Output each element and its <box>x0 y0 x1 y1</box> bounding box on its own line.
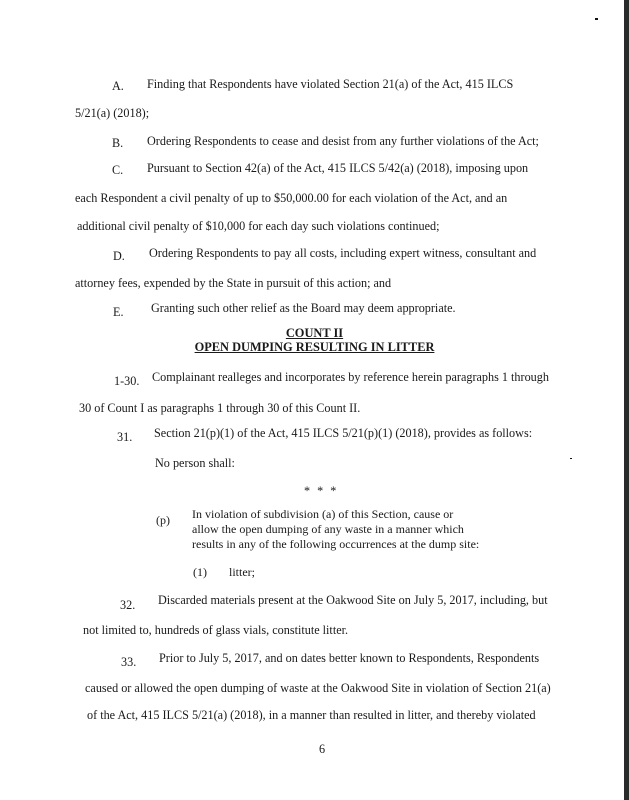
subsection-p-line-3: results in any of the following occurrences at the dump site: <box>192 537 480 551</box>
paragraph-33-label: 33. <box>121 655 137 669</box>
prayer-c-line-3: additional civil penalty of $10,000 for each day such violations continued; <box>77 219 440 233</box>
prayer-c-label: C. <box>112 163 124 177</box>
prayer-b-label: B. <box>112 136 124 150</box>
paragraph-32-line-1: Discarded materials present at the Oakwood Site on July 5, 2017, including, but <box>158 593 548 607</box>
paragraph-1-30-label: 1-30. <box>114 374 140 388</box>
prayer-d-line-1: Ordering Respondents to pay all costs, including expert witness, consultant and <box>149 246 537 260</box>
subsection-p-line-2: allow the open dumping of any waste in a manner which <box>192 522 464 536</box>
subsection-1-text: litter; <box>229 565 255 579</box>
prayer-c-line-2: each Respondent a civil penalty of up to $50,000.00 for each violation of the Act, and an <box>75 191 508 205</box>
prayer-a-line-1: Finding that Respondents have violated Section 21(a) of the Act, 415 ILCS <box>147 77 514 91</box>
paragraph-33-line-3: of the Act, 415 ILCS 5/21(a) (2018), in a manner than resulted in litter, and thereby violated <box>87 708 536 722</box>
prayer-d-line-2: attorney fees, expended by the State in pursuit of this action; and <box>75 276 392 290</box>
scan-edge-right <box>624 0 629 800</box>
prayer-d-label: D. <box>113 249 125 263</box>
scan-speck <box>595 18 598 20</box>
subsection-p-label: (p) <box>156 513 170 527</box>
prayer-a-line-2: 5/21(a) (2018); <box>75 106 150 120</box>
count-subheading: OPEN DUMPING RESULTING IN LITTER <box>194 340 435 354</box>
paragraph-1-30-line-1: Complainant realleges and incorporates by reference herein paragraphs 1 through <box>152 370 549 384</box>
paragraph-31-line-1: Section 21(p)(1) of the Act, 415 ILCS 5/21(p)(1) (2018), provides as follows: <box>154 426 533 440</box>
prayer-c-line-1: Pursuant to Section 42(a) of the Act, 415 ILCS 5/42(a) (2018), imposing upon <box>147 161 529 175</box>
paragraph-31-quote-intro: No person shall: <box>155 456 235 470</box>
paragraph-32-line-2: not limited to, hundreds of glass vials, constitute litter. <box>83 623 349 637</box>
prayer-e-label: E. <box>113 305 124 319</box>
paragraph-33-line-2: caused or allowed the open dumping of waste at the Oakwood Site in violation of Section 21(a) <box>85 681 551 695</box>
page-number: 6 <box>319 742 326 756</box>
ellipsis-asterisks: * * * <box>304 484 339 498</box>
paragraph-1-30-line-2: 30 of Count I as paragraphs 1 through 30 of this Count II. <box>79 401 361 415</box>
paragraph-33-line-1: Prior to July 5, 2017, and on dates better known to Respondents, Respondents <box>159 651 540 665</box>
prayer-a-label: A. <box>112 79 124 93</box>
paragraph-32-label: 32. <box>120 598 136 612</box>
paragraph-31-label: 31. <box>117 430 133 444</box>
count-heading: COUNT II <box>285 326 344 340</box>
prayer-b-line-1: Ordering Respondents to cease and desist from any further violations of the Act; <box>147 134 539 148</box>
subsection-p-line-1: In violation of subdivision (a) of this Section, cause or <box>192 507 454 521</box>
scan-speck-2 <box>570 458 572 459</box>
prayer-e-line-1: Granting such other relief as the Board may deem appropriate. <box>151 301 456 315</box>
subsection-1-label: (1) <box>193 565 207 579</box>
